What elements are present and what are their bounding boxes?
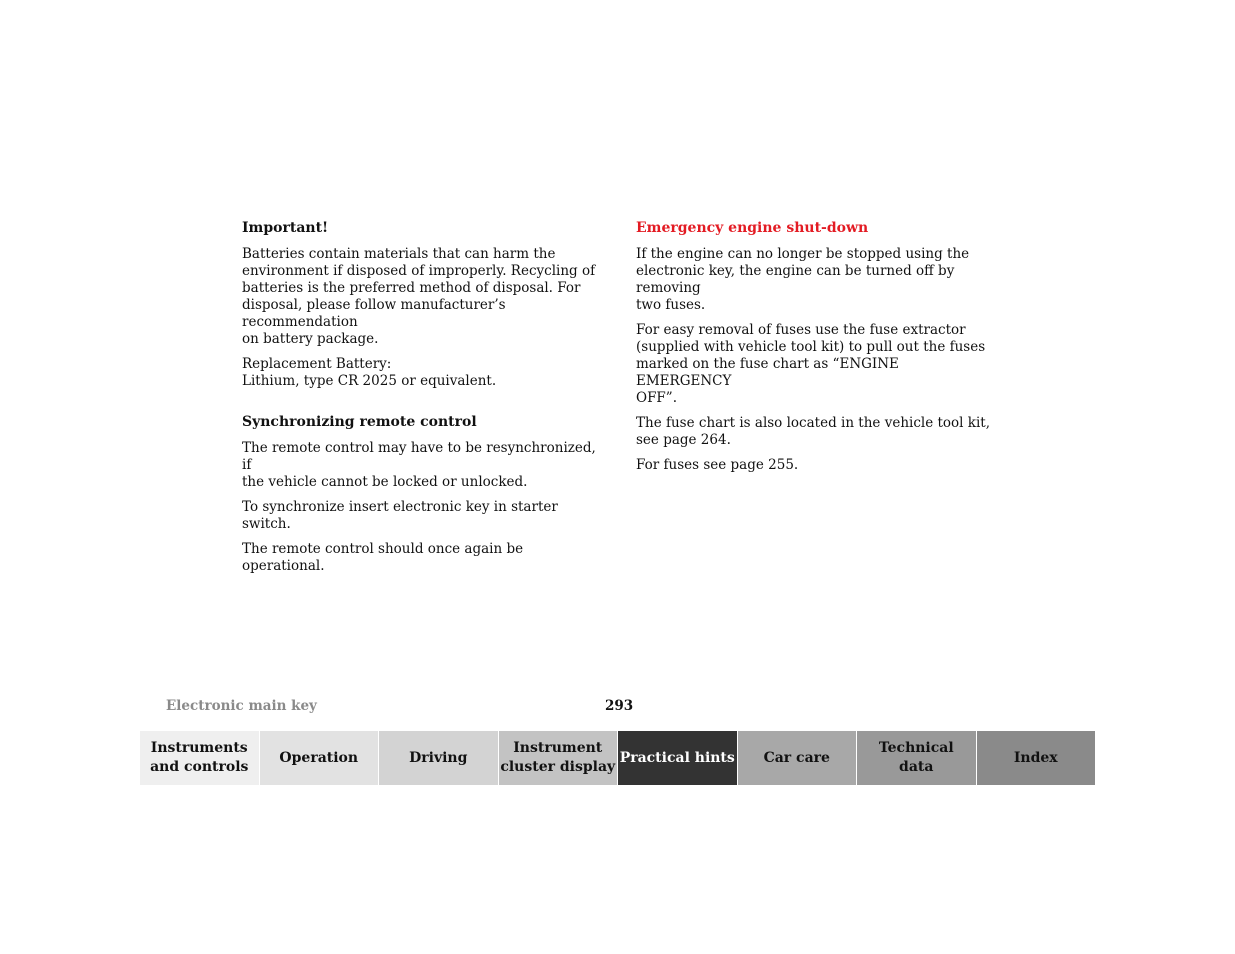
emergency-paragraph-3: The fuse chart is also located in the vehicle tool kit, see page 264. [636,415,990,448]
tab-index[interactable]: Index [977,731,1096,785]
sync-paragraph-1: The remote control may have to be resynchronized, if the vehicle cannot be locked or unlocked. [242,440,596,490]
footer-section-title: Electronic main key [166,698,317,714]
right-column [636,220,996,482]
replacement-battery-text: Replacement Battery: Lithium, type CR 2025 or equivalent. [242,356,497,389]
page-number: 293 [605,698,634,714]
emergency-paragraph-1: If the engine can no longer be stopped using the electronic key, the engine can be turned off by removing two fuses. [636,246,970,313]
sync-paragraph-3: The remote control should once again be operational. [242,541,524,574]
tab-practical-hints[interactable]: Practical hints [618,731,738,785]
tab-car-care[interactable]: Car care [738,731,858,785]
emergency-heading: Emergency engine shut-down [636,220,869,236]
tab-driving[interactable]: Driving [379,731,499,785]
tab-instrument-cluster-display[interactable]: Instrument cluster display [499,731,619,785]
important-heading: Important! [242,220,329,236]
tab-technical-data[interactable]: Technical data [857,731,977,785]
important-text: Batteries contain materials that can harm the environment if disposed of improperly. Recycling of batteries is the preferred method of disposal. For disposal, please follow manufacturer’s recommendation on battery package. [242,246,596,347]
emergency-paragraph-4: For fuses see page 255. [636,457,799,473]
section-spacer [242,398,602,414]
tab-operation[interactable]: Operation [260,731,380,785]
left-column [242,220,602,583]
chapter-nav-bar [140,731,1095,785]
sync-heading: Synchronizing remote control [242,414,477,430]
emergency-paragraph-2: For easy removal of fuses use the fuse extractor (supplied with vehicle tool kit) to pull out the fuses marked on the fuse chart as “ENGINE EMERGENCY OFF”. [636,322,986,406]
sync-paragraph-2: To synchronize insert electronic key in starter switch. [242,499,558,532]
tab-instruments-and-controls[interactable]: Instruments and controls [140,731,260,785]
